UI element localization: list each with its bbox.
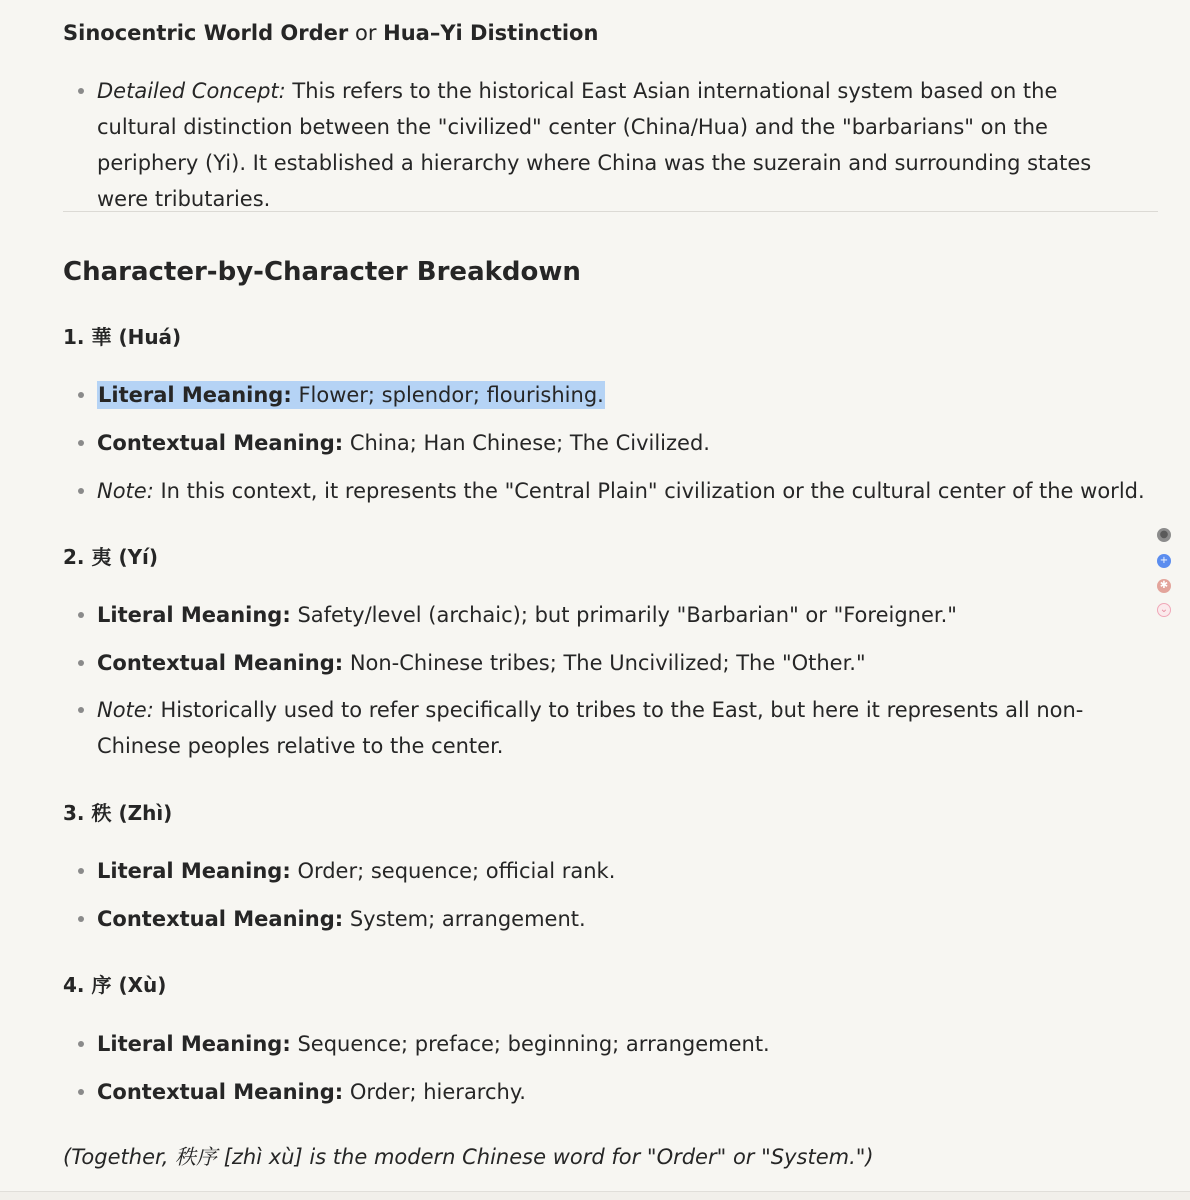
char-heading-xu: 4. 序 (Xù) bbox=[63, 973, 167, 997]
item-text: Order; hierarchy. bbox=[349, 1080, 526, 1104]
item-label: Contextual Meaning: bbox=[97, 651, 344, 675]
item-text: Order; sequence; official rank. bbox=[297, 859, 616, 883]
extension-blue-glyph: + bbox=[1159, 555, 1169, 566]
item-label: Note: bbox=[97, 698, 154, 722]
list-item bbox=[97, 853, 1137, 889]
item-text: China; Han Chinese; The Civilized. bbox=[349, 431, 710, 455]
list-item bbox=[97, 377, 1137, 413]
extension-pink-glyph: ⌄ bbox=[1159, 604, 1169, 615]
list-item bbox=[97, 692, 1137, 764]
concept-label: Detailed Concept: bbox=[97, 79, 286, 103]
item-label: Note: bbox=[97, 479, 154, 503]
item-text: Flower; splendor; flourishing. bbox=[298, 383, 604, 407]
char-heading-zhi: 3. 秩 (Zhì) bbox=[63, 801, 173, 825]
extension-red-glyph: ✱ bbox=[1159, 580, 1169, 591]
list-item bbox=[97, 1026, 1137, 1062]
input-panel-edge bbox=[0, 1191, 1190, 1200]
item-label: Literal Meaning: bbox=[97, 859, 291, 883]
item-text: System; arrangement. bbox=[349, 907, 586, 931]
item-label: Literal Meaning: bbox=[98, 383, 292, 407]
char-heading-yi: 2. 夷 (Yí) bbox=[63, 545, 159, 569]
extension-pink-icon[interactable] bbox=[1157, 603, 1171, 617]
char-heading-hua: 1. 華 (Huá) bbox=[63, 325, 182, 349]
term-connector: or bbox=[354, 21, 377, 45]
term-alternate: Hua–Yi Distinction bbox=[383, 21, 599, 45]
item-label: Literal Meaning: bbox=[97, 1032, 291, 1056]
list-item bbox=[97, 473, 1157, 509]
list-item bbox=[97, 901, 1137, 937]
item-text: In this context, it represents the "Central Plain" civilization or the cultural center of the world. bbox=[160, 479, 1145, 503]
item-label: Contextual Meaning: bbox=[97, 907, 344, 931]
extension-gray-icon[interactable] bbox=[1157, 528, 1171, 542]
term-title bbox=[63, 18, 598, 48]
footnote: (Together, 秩序 [zhì xù] is the modern Chinese word for "Order" or "System.") bbox=[63, 1145, 874, 1169]
item-label: Literal Meaning: bbox=[97, 603, 291, 627]
item-label: Contextual Meaning: bbox=[97, 431, 344, 455]
breakdown-heading: Character-by-Character Breakdown bbox=[63, 257, 581, 287]
item-text: Safety/level (archaic); but primarily "Barbarian" or "Foreigner." bbox=[297, 603, 957, 627]
item-text: Sequence; preface; beginning; arrangement. bbox=[297, 1032, 770, 1056]
item-text: Non-Chinese tribes; The Uncivilized; The "Other." bbox=[349, 651, 866, 675]
item-label: Contextual Meaning: bbox=[97, 1080, 344, 1104]
list-item bbox=[97, 1074, 1137, 1110]
extension-red-icon[interactable] bbox=[1157, 579, 1171, 593]
concept-text: This refers to the historical East Asian international system based on the cultural distinction between the "civilized" center (China/Hua) and the "barbarians" on the periphery (Yi). It established a hierarchy where China was the suzerain and surrounding states were tributaries. bbox=[97, 79, 1092, 211]
list-item bbox=[97, 425, 1137, 461]
list-item bbox=[97, 597, 1137, 633]
concept-item bbox=[97, 73, 1137, 217]
term-english: Sinocentric World Order bbox=[63, 21, 349, 45]
extension-blue-icon[interactable] bbox=[1157, 554, 1171, 568]
selected-text[interactable] bbox=[97, 381, 605, 409]
extension-gray-glyph: ● bbox=[1159, 529, 1169, 540]
section-divider bbox=[63, 211, 1158, 212]
item-text: Historically used to refer specifically to tribes to the East, but here it represents all non-Chinese peoples relative to the center. bbox=[97, 698, 1084, 758]
list-item bbox=[97, 645, 1137, 681]
